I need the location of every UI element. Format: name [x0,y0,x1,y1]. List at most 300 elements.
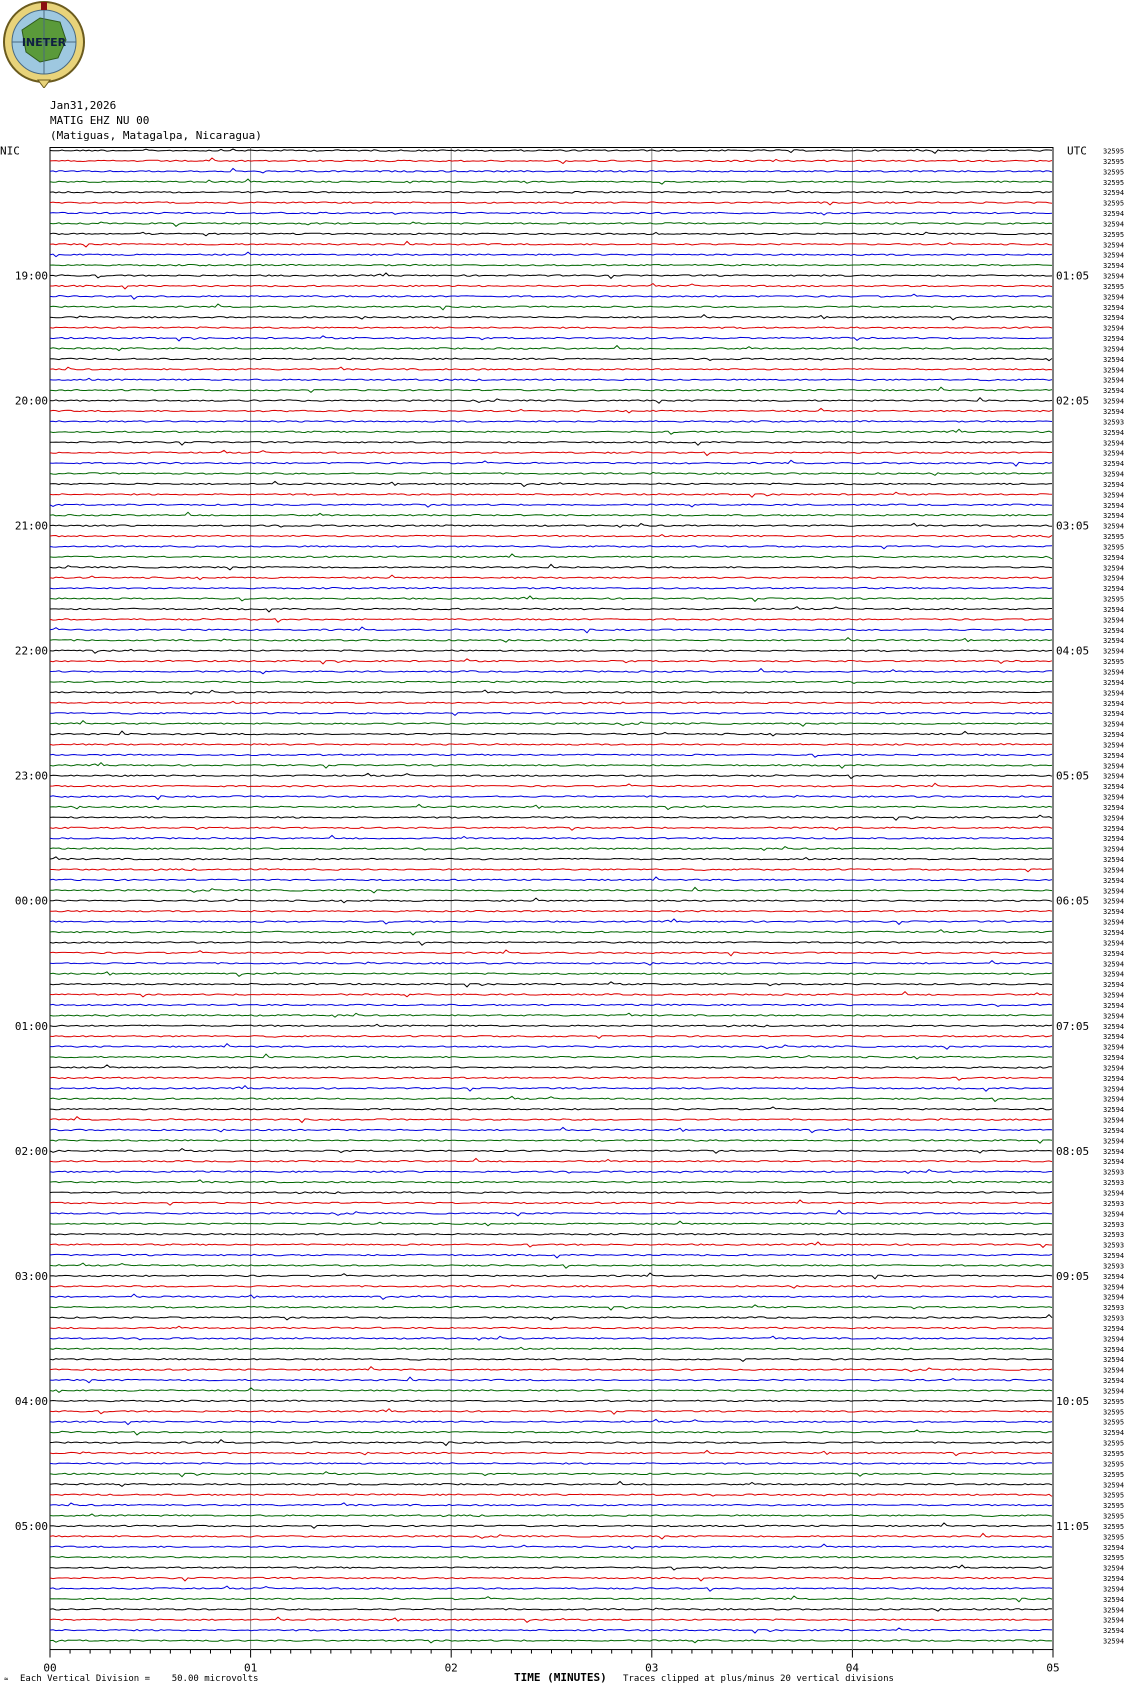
x-tick-label: 00 [43,1661,57,1675]
seismic-trace [50,1326,1052,1329]
trace-count-label: 32594 [1103,876,1125,885]
seismic-trace [50,773,1052,778]
trace-count-label: 32594 [1103,803,1125,812]
seismic-trace [50,252,1052,257]
seismic-trace [50,1400,1052,1401]
trace-count-label: 32594 [1103,585,1125,594]
trace-count-label: 32594 [1103,553,1125,562]
trace-count-label: 32594 [1103,262,1125,271]
seismic-trace [50,1127,1052,1132]
seismic-trace [50,1419,1052,1424]
trace-count-label: 32594 [1103,1283,1125,1292]
trace-count-label: 32595 [1103,199,1125,208]
trace-count-label: 32594 [1103,929,1125,937]
trace-count-label: 32593 [1103,1220,1125,1229]
seismic-trace [50,659,1052,664]
seismic-trace [50,1285,1052,1288]
seismic-trace [50,408,1052,413]
seismic-trace [50,1565,1052,1570]
trace-count-label: 32594 [1103,335,1125,344]
seismic-trace [50,804,1052,809]
seismic-trace [50,1210,1052,1216]
trace-count-label: 32594 [1103,293,1125,302]
trace-count-label: 32594 [1103,1575,1125,1584]
left-hour-label: 20:00 [14,394,48,408]
clip-note: Traces clipped at plus/minus 20 vertical divisions [623,1674,894,1684]
seismic-trace [50,847,1052,851]
trace-count-label: 32594 [1103,491,1125,500]
trace-count-label: 32594 [1103,772,1125,781]
trace-count-label: 32593 [1103,1241,1125,1250]
right-hour-label: 01:05 [1056,269,1090,283]
trace-count-label: 32594 [1103,1158,1125,1167]
seismic-trace [50,619,1052,623]
trace-count-label: 32593 [1103,1168,1125,1177]
seismic-trace [50,1273,1052,1279]
seismic-trace [50,1117,1052,1123]
seismic-trace [50,1377,1052,1383]
right-hour-label: 10:05 [1056,1394,1090,1408]
left-hour-label: 22:00 [14,644,48,658]
seismic-trace [50,346,1052,351]
trace-count-label: 32594 [1103,991,1125,1000]
trace-count-label: 32593 [1103,1199,1125,1208]
seismic-trace [50,1086,1052,1092]
seismic-trace [50,1430,1052,1435]
seismic-trace [50,649,1052,653]
trace-count-label: 32594 [1103,366,1125,375]
seismic-trace [50,815,1052,820]
trace-count-label: 32594 [1103,1595,1125,1604]
trace-count-label: 32594 [1103,1564,1125,1573]
seismic-trace [50,1305,1052,1310]
trace-count-label: 32594 [1103,751,1125,760]
seismic-trace [50,919,1052,924]
seismic-trace [50,1388,1052,1393]
seismic-trace [50,961,1052,965]
seismic-trace [50,492,1052,497]
logo-text: INETER [21,36,67,49]
trace-count-label: 32594 [1103,460,1125,469]
seismic-trace [50,1503,1052,1506]
seismic-trace [50,930,1052,935]
left-hour-label: 05:00 [14,1519,48,1533]
seismic-trace [50,284,1052,289]
trace-count-label: 32594 [1103,355,1125,364]
trace-count-label: 32594 [1103,616,1125,625]
trace-count-label: 32594 [1103,626,1125,635]
seismic-trace [50,241,1052,247]
trace-count-label: 32593 [1103,1262,1125,1271]
seismic-trace [50,481,1052,486]
seismic-trace [50,1013,1052,1017]
seismic-trace [50,450,1052,455]
seismic-trace [50,535,1052,538]
trace-count-label: 32594 [1103,387,1125,396]
seismic-trace [50,857,1052,860]
seismic-trace [50,504,1052,507]
seismic-trace [50,731,1052,736]
scale-icon: ≈ [4,1675,9,1683]
seismic-trace [50,222,1052,226]
seismic-trace [50,713,1052,716]
right-hour-label: 07:05 [1056,1019,1090,1033]
trace-count-label: 32594 [1103,574,1125,583]
seismic-trace [50,1514,1052,1517]
trace-count-label: 32595 [1103,178,1125,187]
trace-count-label: 32594 [1103,324,1125,333]
seismic-trace [50,982,1052,987]
seismic-trace [50,149,1052,153]
trace-count-label: 32594 [1103,1627,1125,1636]
seismic-trace [50,701,1052,704]
right-hour-label: 04:05 [1056,644,1090,658]
trace-count-label: 32594 [1103,908,1125,917]
seismic-trace [50,460,1052,466]
seismic-trace [50,942,1052,946]
trace-count-label: 32594 [1103,1345,1125,1354]
trace-count-label: 32594 [1103,1543,1125,1552]
seismic-trace [50,1336,1052,1340]
trace-count-label: 32594 [1103,314,1125,323]
seismic-trace [50,1044,1052,1050]
seismic-trace [50,754,1052,757]
trace-count-label: 32594 [1103,376,1125,385]
seismic-trace [50,1472,1052,1477]
trace-count-label: 32594 [1103,824,1125,833]
trace-count-label: 32594 [1103,1272,1125,1281]
trace-count-label: 32595 [1103,1408,1125,1417]
trace-count-label: 32595 [1103,1418,1125,1427]
trace-count-label: 32593 [1103,1179,1125,1188]
seismic-trace [50,264,1052,265]
seismic-trace [50,294,1052,299]
seismic-trace [50,336,1052,341]
trace-count-label: 32594 [1103,605,1125,614]
seismic-trace [50,607,1052,612]
trace-count-label: 32594 [1103,1429,1125,1438]
plot-date: Jan31,2026 [50,99,117,112]
seismic-trace [50,1359,1052,1362]
station-code: MATIG EHZ NU 00 [50,114,150,127]
seismic-trace [50,546,1052,549]
trace-count-label: 32594 [1103,1085,1125,1094]
left-hour-label: 03:00 [14,1269,48,1283]
seismic-trace [50,304,1052,310]
seismic-trace [50,1107,1052,1110]
seismic-trace [50,1170,1052,1174]
seismic-trace [50,1149,1052,1154]
trace-count-label: 32594 [1103,939,1125,948]
seismic-trace [50,1577,1052,1581]
trace-count-label: 32594 [1103,439,1125,448]
seismic-trace [50,1065,1052,1068]
seismic-trace [50,992,1052,997]
trace-count-label: 32594 [1103,1585,1125,1594]
seismic-trace [50,1192,1052,1194]
seismic-trace [50,1481,1052,1486]
trace-count-label: 32594 [1103,960,1125,969]
trace-count-label: 32594 [1103,1481,1125,1490]
left-timezone-label: NIC [0,144,20,158]
x-tick-label: 03 [645,1661,659,1675]
trace-count-label: 32594 [1103,220,1125,229]
right-hour-label: 09:05 [1056,1269,1090,1283]
seismic-trace [50,911,1052,912]
seismic-trace [50,681,1052,683]
x-tick-label: 01 [243,1661,258,1675]
seismic-trace [50,1054,1052,1059]
left-hour-label: 23:00 [14,769,48,783]
trace-count-label: 32595 [1103,1470,1125,1479]
seismic-trace [50,1036,1052,1039]
seismic-trace [50,512,1052,516]
seismic-trace [50,1158,1052,1162]
trace-count-label: 32594 [1103,501,1125,510]
trace-count-label: 32595 [1103,1491,1125,1500]
trace-count-label: 32595 [1103,533,1125,542]
seismic-trace [50,575,1052,580]
seismic-trace [50,1315,1052,1320]
seismic-trace [50,887,1052,893]
x-tick-label: 05 [1046,1661,1060,1675]
seismic-trace [50,1254,1052,1258]
trace-count-label: 32594 [1103,1043,1125,1052]
seismic-trace [50,795,1052,799]
trace-count-label: 32594 [1103,1137,1125,1146]
seismic-trace [50,877,1052,881]
seismic-trace [50,1640,1052,1643]
trace-count-label: 32594 [1103,637,1125,646]
seismic-trace [50,1544,1052,1549]
trace-count-label: 32594 [1103,731,1125,740]
seismic-trace [50,398,1052,404]
trace-count-label: 32594 [1103,241,1125,250]
trace-count-label: 32595 [1103,147,1125,156]
seismic-trace [50,1409,1052,1414]
trace-count-label: 32594 [1103,1356,1125,1365]
seismic-trace [50,1533,1052,1539]
seismic-trace [50,1263,1052,1268]
seismic-trace [50,690,1052,694]
trace-count-label: 32594 [1103,1116,1125,1125]
trace-count-label: 32594 [1103,1001,1125,1010]
left-hour-label: 02:00 [14,1144,48,1158]
trace-count-label: 32594 [1103,408,1125,416]
trace-count-label: 32595 [1103,543,1125,552]
seismic-trace [50,429,1052,434]
trace-count-label: 32595 [1103,1439,1125,1448]
trace-count-label: 32594 [1103,866,1125,875]
seismic-trace [50,442,1052,446]
seismic-trace [50,835,1052,839]
seismic-trace [50,378,1052,381]
seismic-trace [50,783,1052,787]
trace-count-label: 32594 [1103,1147,1125,1156]
seismic-trace [50,158,1052,164]
trace-count-label: 32594 [1103,303,1125,312]
seismic-trace [50,763,1052,769]
seismic-trace [50,273,1052,278]
trace-count-label: 32594 [1103,1606,1125,1615]
seismic-trace [50,472,1052,475]
trace-count-label: 32594 [1103,1106,1125,1115]
trace-count-label: 32594 [1103,1335,1125,1344]
seismic-trace [50,869,1052,872]
trace-count-label: 32595 [1103,1397,1125,1406]
trace-count-label: 32594 [1103,678,1125,687]
trace-count-label: 32594 [1103,251,1125,260]
trace-count-label: 32594 [1103,741,1125,750]
seismic-trace [50,358,1052,360]
plot-frame [50,148,1053,1650]
seismic-trace [50,1347,1052,1350]
seismic-trace [50,523,1052,527]
seismic-trace [50,1596,1052,1602]
trace-count-label: 32595 [1103,157,1125,166]
seismic-trace [50,1200,1052,1205]
seismic-trace [50,744,1052,745]
trace-count-label: 32595 [1103,282,1125,291]
right-hour-label: 03:05 [1056,519,1090,533]
trace-count-label: 32594 [1103,449,1125,458]
trace-count-label: 32595 [1103,168,1125,177]
seismic-trace [50,1523,1052,1528]
trace-count-label: 32594 [1103,189,1125,198]
seismic-trace [50,421,1052,422]
left-hour-label: 21:00 [14,519,48,533]
seismic-trace [50,1450,1052,1455]
seismic-trace [50,1096,1052,1101]
seismic-trace [50,1234,1052,1235]
seismic-trace [50,179,1052,184]
seismic-trace [50,202,1052,205]
trace-count-label: 32594 [1103,710,1125,719]
trace-count-label: 32593 [1103,418,1125,427]
trace-count-label: 32595 [1103,1502,1125,1511]
seismic-trace [50,1608,1052,1611]
right-timezone-label: UTC [1067,144,1087,158]
trace-count-label: 32593 [1103,1231,1125,1240]
trace-count-label: 32594 [1103,1033,1125,1042]
x-axis-title: TIME (MINUTES) [514,1671,607,1684]
seismic-trace [50,1024,1052,1027]
trace-count-label: 32593 [1103,1304,1125,1313]
trace-count-label: 32594 [1103,970,1125,979]
trace-count-label: 32594 [1103,210,1125,219]
trace-count-label: 32594 [1103,1324,1125,1333]
trace-count-label: 32594 [1103,981,1125,990]
seismic-trace [50,1586,1052,1591]
trace-count-label: 32594 [1103,762,1125,771]
trace-count-label: 32594 [1103,1210,1125,1219]
seismic-trace [50,1494,1052,1496]
trace-count-label: 32594 [1103,1293,1125,1302]
seismic-trace [50,950,1052,956]
trace-count-label: 32594 [1103,470,1125,479]
seismic-trace [50,387,1052,392]
trace-count-label: 32595 [1103,1512,1125,1521]
trace-count-label: 32594 [1103,512,1125,521]
trace-count-label: 32594 [1103,647,1125,656]
trace-count-label: 32594 [1103,699,1125,708]
trace-count-label: 32595 [1103,1450,1125,1458]
seismic-trace [50,721,1052,727]
trace-count-label: 32594 [1103,1377,1125,1386]
seismic-trace [50,1242,1052,1247]
seismic-trace [50,638,1052,642]
trace-count-label: 32594 [1103,428,1125,437]
seismic-trace [50,1617,1052,1622]
trace-count-label: 32594 [1103,1064,1125,1073]
seismic-trace [50,212,1052,215]
seismic-trace [50,1004,1052,1006]
right-hour-label: 08:05 [1056,1144,1090,1158]
trace-count-label: 32594 [1103,856,1125,865]
left-hour-label: 00:00 [14,894,48,908]
trace-count-label: 32594 [1103,480,1125,489]
trace-count-label: 32594 [1103,783,1125,792]
trace-count-label: 32594 [1103,1366,1125,1375]
trace-count-label: 32594 [1103,272,1125,281]
trace-count-label: 32594 [1103,720,1125,729]
left-hour-label: 01:00 [14,1019,48,1033]
trace-count-label: 32594 [1103,887,1125,896]
seismic-trace [50,190,1052,193]
trace-count-label: 32594 [1103,793,1125,802]
scale-note: Each Vertical Division = 50.00 microvolts [20,1674,259,1684]
trace-count-label: 32594 [1103,345,1125,354]
trace-count-label: 32595 [1103,1522,1125,1531]
seismic-trace [50,898,1052,903]
trace-count-label: 32594 [1103,949,1125,958]
seismic-trace [50,367,1052,370]
trace-count-label: 32594 [1103,564,1125,573]
trace-count-label: 32594 [1103,1637,1125,1646]
seismic-trace [50,596,1052,601]
seismic-trace [50,827,1052,830]
trace-count-label: 32594 [1103,918,1125,927]
seismic-trace [50,168,1052,173]
left-hour-label: 04:00 [14,1394,48,1408]
trace-count-label: 32594 [1103,1252,1125,1261]
seismic-trace [50,1463,1052,1465]
trace-count-label: 32595 [1103,1554,1125,1563]
trace-count-label: 32594 [1103,835,1125,844]
trace-count-label: 32594 [1103,1189,1125,1198]
trace-count-label: 32594 [1103,668,1125,677]
station-location: (Matiguas, Matagalpa, Nicaragua) [50,129,262,142]
trace-count-label: 32594 [1103,1095,1125,1104]
seismic-trace [50,627,1052,633]
trace-count-label: 32594 [1103,1126,1125,1135]
trace-count-label: 32593 [1103,1314,1125,1323]
right-hour-label: 05:05 [1056,769,1090,783]
seismic-trace [50,232,1052,236]
seismic-trace [50,1440,1052,1446]
seismic-trace [50,1140,1052,1144]
seismic-trace [50,1294,1052,1299]
trace-count-label: 32594 [1103,1387,1125,1396]
trace-count-label: 32594 [1103,897,1125,906]
trace-count-label: 32594 [1103,1012,1125,1021]
seismic-trace [50,1077,1052,1080]
trace-count-label: 32594 [1103,1616,1125,1625]
right-hour-label: 06:05 [1056,894,1090,908]
seismic-trace [50,1367,1052,1372]
trace-count-label: 32594 [1103,522,1125,531]
trace-count-label: 32594 [1103,1054,1125,1063]
